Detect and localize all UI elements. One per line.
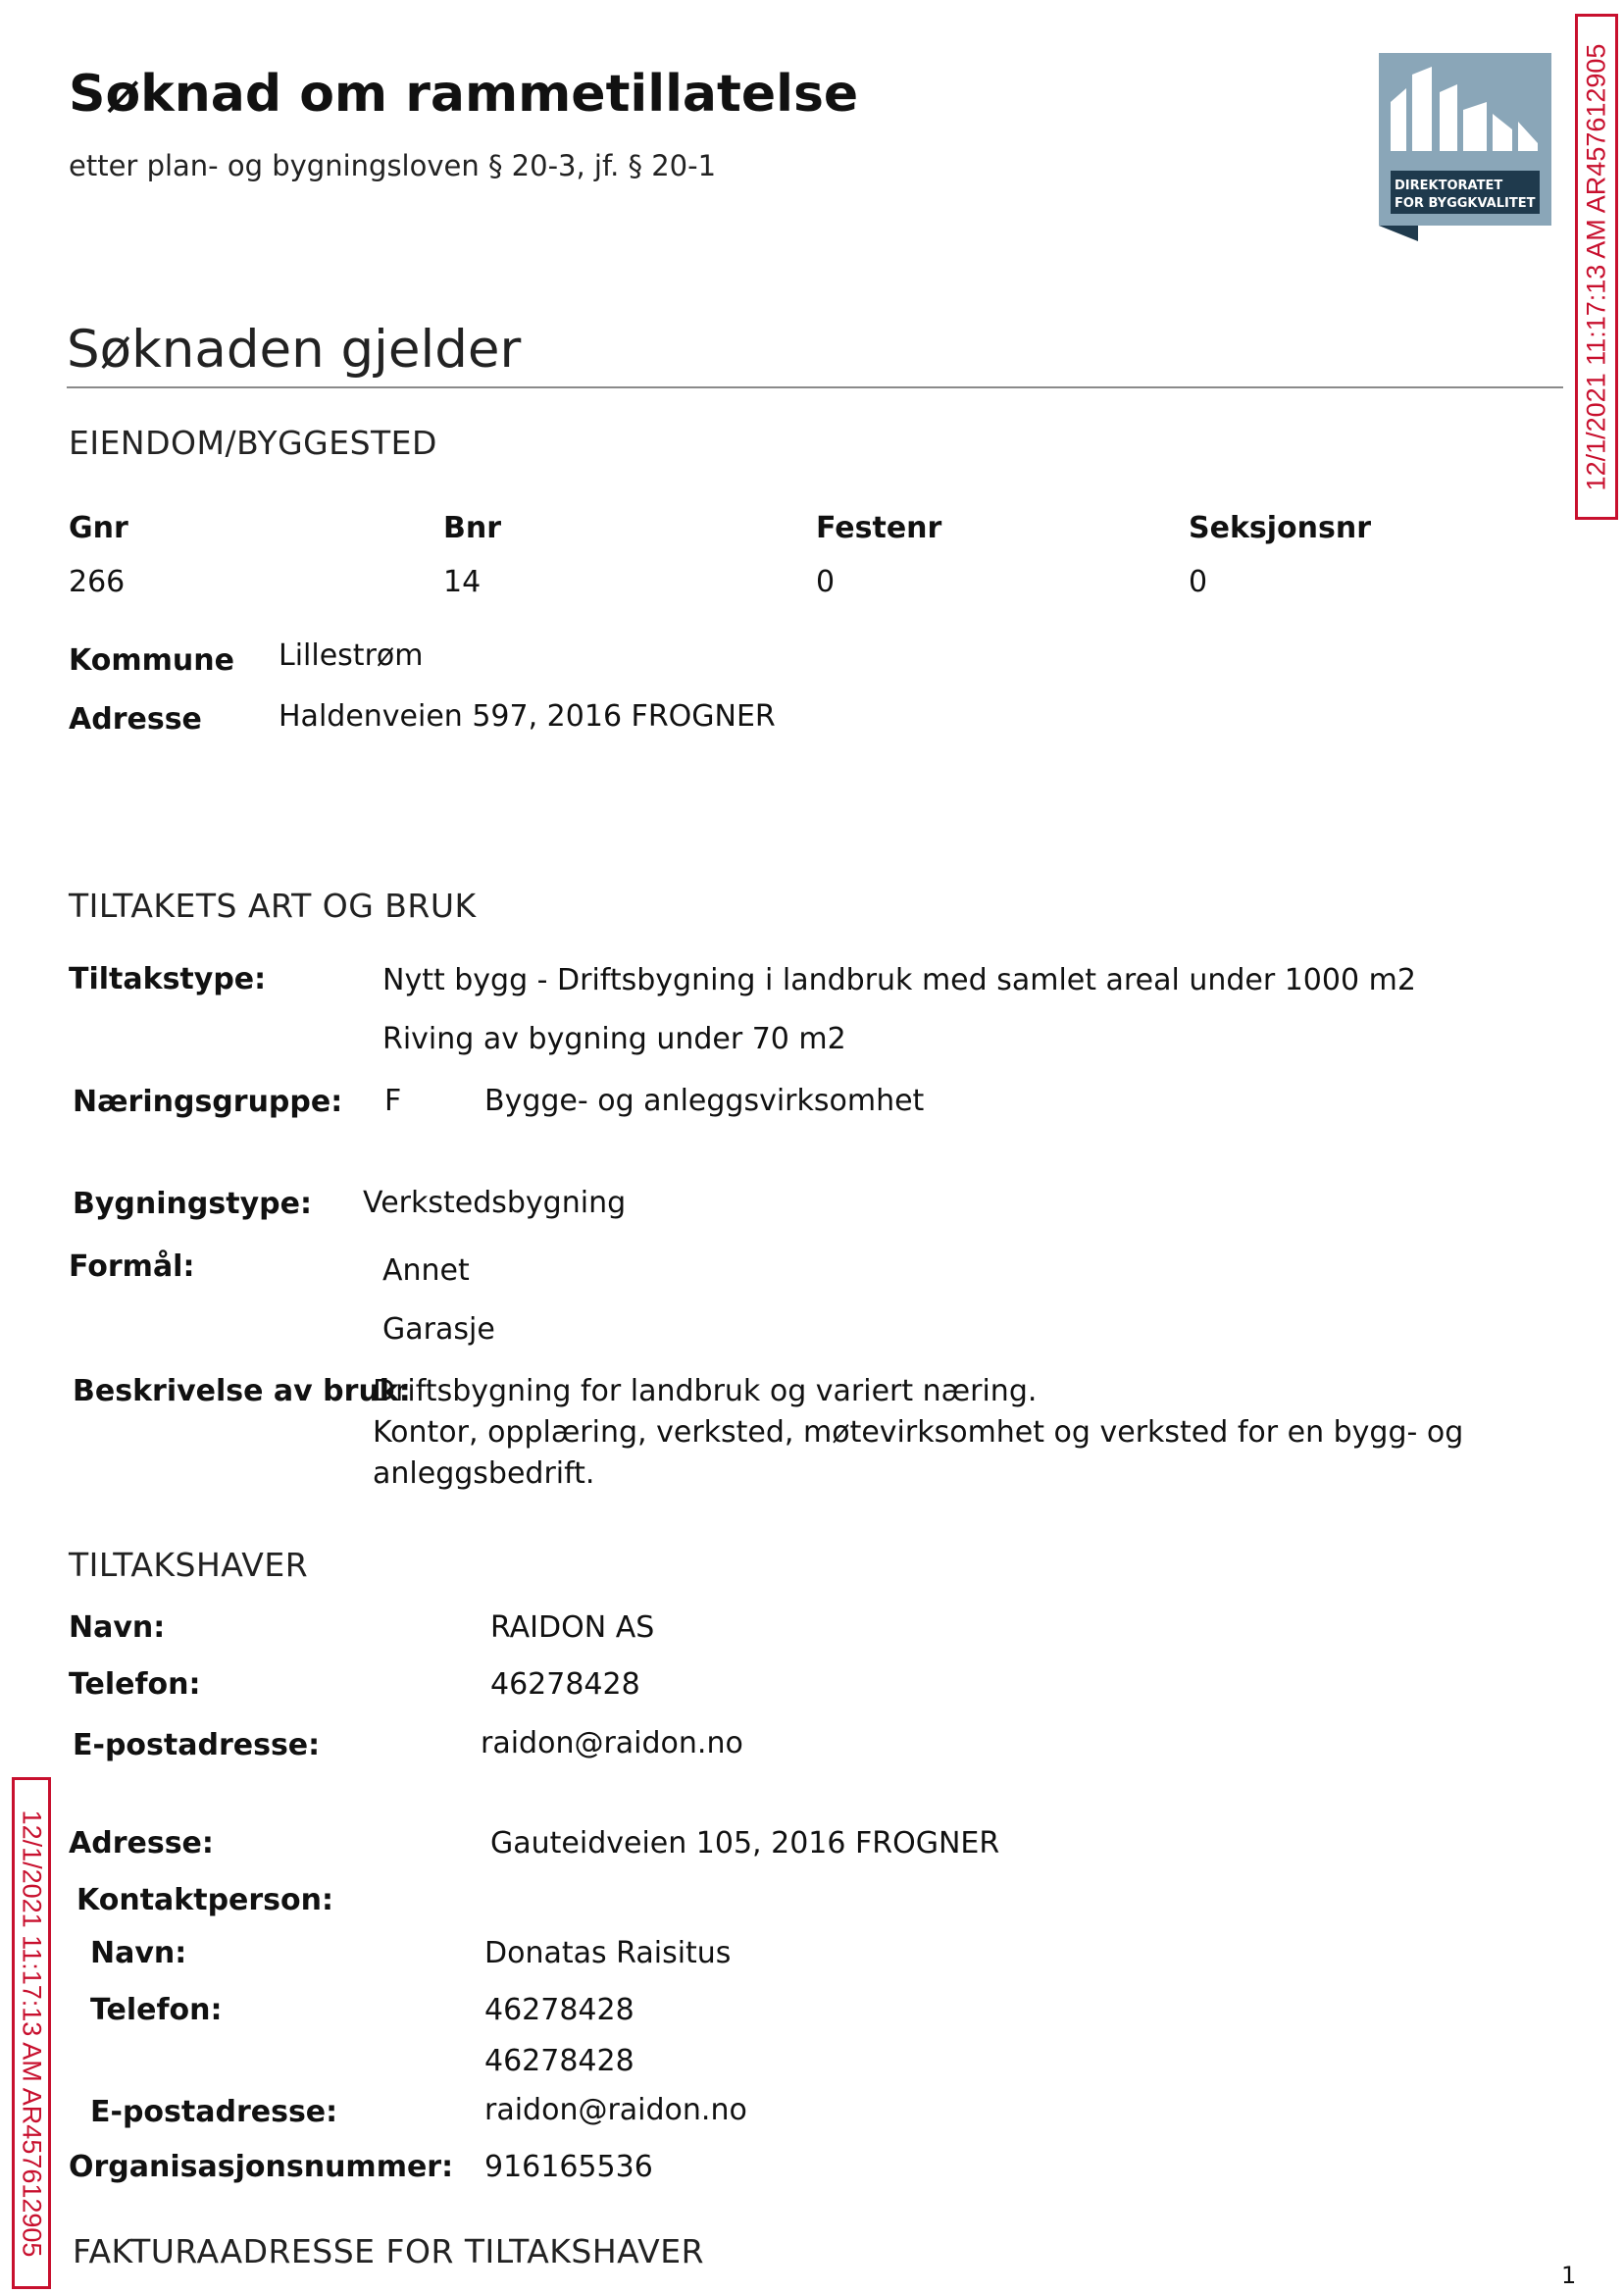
dibk-logo bbox=[1379, 53, 1551, 241]
kommune-label: Kommune bbox=[69, 643, 234, 678]
kp-telefon-value-2: 46278428 bbox=[484, 2044, 634, 2078]
kp-epost-value: raidon@raidon.no bbox=[484, 2093, 747, 2127]
naeringsgruppe-value: Bygge- og anleggsvirksomhet bbox=[484, 1084, 925, 1118]
kp-navn-value: Donatas Raisitus bbox=[484, 1936, 732, 1970]
bygningstype-label: Bygningstype: bbox=[73, 1187, 312, 1221]
date-stamp-left bbox=[12, 1777, 51, 2289]
kp-epost-label: E-postadresse: bbox=[90, 2095, 338, 2129]
kp-telefon-label: Telefon: bbox=[90, 1993, 223, 2027]
kontaktperson-label: Kontaktperson: bbox=[76, 1883, 334, 1917]
beskrivelse-line-3: anleggsbedrift. bbox=[373, 1456, 595, 1491]
beskrivelse-line-2: Kontor, opplæring, verksted, møtevirksomhet og verksted for en bygg- og bbox=[373, 1415, 1464, 1450]
page-subtitle: etter plan- og bygningsloven § 20-3, jf. § 20-1 bbox=[69, 149, 717, 182]
seksjonsnr-value: 0 bbox=[1189, 565, 1208, 599]
adresse-value: Haldenveien 597, 2016 FROGNER bbox=[279, 699, 776, 734]
page-number: 1 bbox=[1561, 2262, 1577, 2289]
naeringsgruppe-label: Næringsgruppe: bbox=[73, 1085, 343, 1119]
page-title: Søknad om rammetillatelse bbox=[69, 65, 859, 124]
telefon-label: Telefon: bbox=[69, 1667, 201, 1702]
date-stamp-text: 12/1/2021 11:17:13 AM AR457612905 bbox=[17, 1810, 47, 2257]
beskrivelse-line-1: Driftsbygning for landbruk og variert næring. bbox=[373, 1374, 1038, 1408]
bygningstype-value: Verkstedsbygning bbox=[363, 1186, 627, 1220]
formal-label: Formål: bbox=[69, 1249, 195, 1284]
epost-value: raidon@raidon.no bbox=[481, 1726, 743, 1760]
gnr-value: 266 bbox=[69, 565, 126, 599]
telefon-value: 46278428 bbox=[490, 1667, 640, 1702]
navn-label: Navn: bbox=[69, 1610, 166, 1645]
tiltakstype-value-2: Riving av bygning under 70 m2 bbox=[382, 1022, 846, 1056]
kommune-value: Lillestrøm bbox=[279, 638, 424, 673]
section-title: Søknaden gjelder bbox=[67, 320, 522, 380]
gnr-label: Gnr bbox=[69, 511, 128, 545]
date-stamp-text: 12/1/2021 11:17:13 AM AR457612905 bbox=[1581, 43, 1611, 490]
tiltakshaver-heading: TILTAKSHAVER bbox=[69, 1546, 309, 1584]
tiltakshaver-adresse-value: Gauteidveien 105, 2016 FROGNER bbox=[490, 1826, 1000, 1861]
naeringsgruppe-code: F bbox=[384, 1084, 402, 1118]
bnr-value: 14 bbox=[443, 565, 482, 599]
eiendom-heading: EIENDOM/BYGGESTED bbox=[69, 424, 437, 462]
faktura-heading: FAKTURAADRESSE FOR TILTAKSHAVER bbox=[73, 2232, 704, 2270]
date-stamp-right bbox=[1575, 14, 1618, 520]
festenr-value: 0 bbox=[816, 565, 836, 599]
tiltak-heading: TILTAKETS ART OG BRUK bbox=[69, 887, 477, 925]
festenr-label: Festenr bbox=[816, 511, 942, 545]
orgnr-label: Organisasjonsnummer: bbox=[69, 2150, 454, 2184]
beskrivelse-label: Beskrivelse av bruk: bbox=[73, 1374, 411, 1408]
kp-navn-label: Navn: bbox=[90, 1936, 187, 1970]
epost-label: E-postadresse: bbox=[73, 1728, 321, 1762]
tiltakstype-value-1: Nytt bygg - Driftsbygning i landbruk med samlet areal under 1000 m2 bbox=[382, 963, 1416, 997]
navn-value: RAIDON AS bbox=[490, 1610, 655, 1645]
formal-value-2: Garasje bbox=[382, 1312, 495, 1347]
logo-text-2: FOR BYGGKVALITET bbox=[1395, 196, 1536, 211]
tiltakstype-label: Tiltakstype: bbox=[69, 962, 267, 996]
orgnr-value: 916165536 bbox=[484, 2150, 653, 2184]
logo-text-1: DIREKTORATET bbox=[1395, 178, 1503, 193]
formal-value-1: Annet bbox=[382, 1253, 470, 1288]
adresse-label: Adresse bbox=[69, 702, 202, 737]
seksjonsnr-label: Seksjonsnr bbox=[1189, 511, 1372, 545]
tiltakshaver-adresse-label: Adresse: bbox=[69, 1826, 214, 1861]
section-divider bbox=[67, 386, 1563, 388]
bnr-label: Bnr bbox=[443, 511, 502, 545]
kp-telefon-value-1: 46278428 bbox=[484, 1993, 634, 2027]
